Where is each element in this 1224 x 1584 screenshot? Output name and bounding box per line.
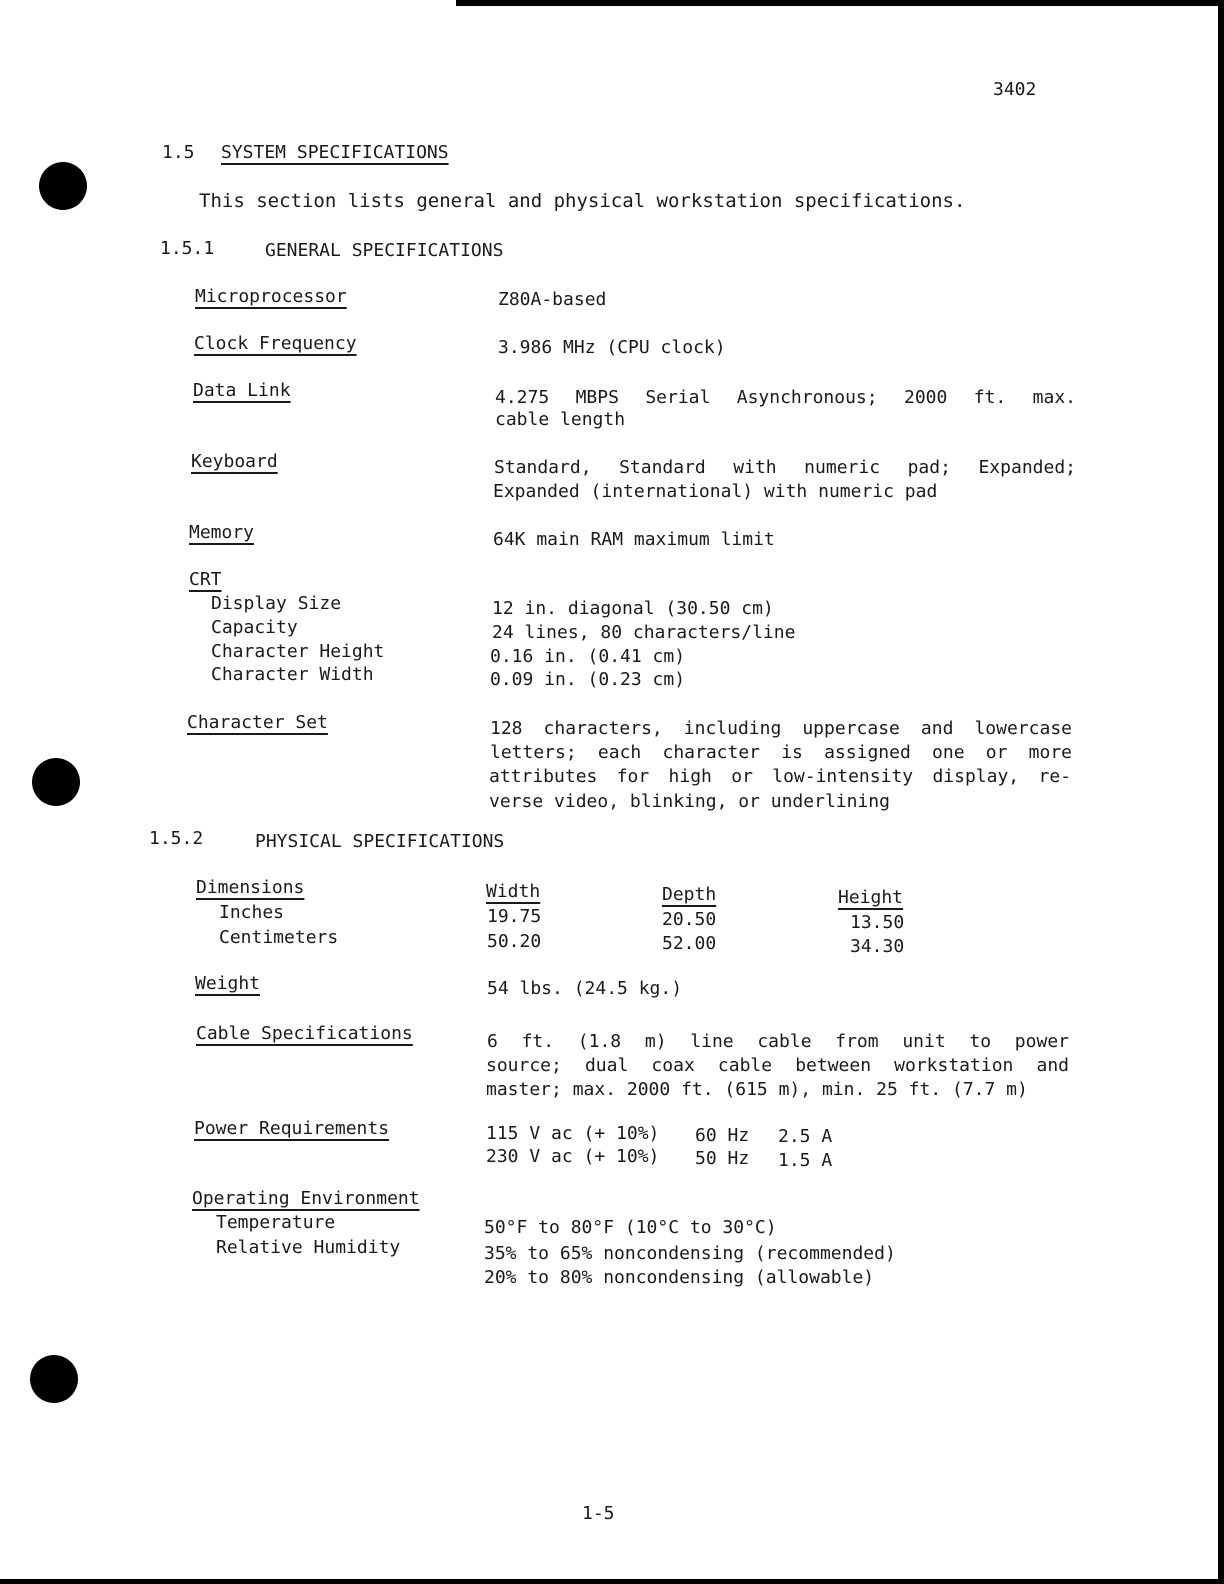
dimensions-inches-depth: 20.50 [662,909,717,930]
scan-edge-bottom [0,1579,1224,1584]
keyboard-label: Keyboard [191,451,278,472]
section-title: SYSTEM SPECIFICATIONS [221,142,449,163]
document-number: 3402 [993,79,1037,100]
power-230-voltage: 230 V ac (+ 10%) [486,1146,660,1167]
dimensions-inches-height: 13.50 [850,912,905,933]
crt-capacity-label: Capacity [211,617,298,638]
power-115-current: 2.5 A [778,1126,833,1147]
charset-line-3: attributes for high or low-intensity display, re- [489,766,1071,787]
dimensions-inches-width: 19.75 [487,906,542,927]
humidity-label: Relative Humidity [216,1237,401,1258]
clock-value: 3.986 MHz (CPU clock) [498,337,726,358]
crt-char-width-value: 0.09 in. (0.23 cm) [490,669,686,690]
clock-label: Clock Frequency [194,333,357,354]
data-link-label: Data Link [193,380,291,401]
power-230-current: 1.5 A [778,1150,833,1171]
dimensions-cm-width: 50.20 [487,931,542,952]
microprocessor-label: Microprocessor [195,286,347,307]
keyboard-line-1: Standard, Standard with numeric pad; Expanded; [494,457,1076,478]
scan-edge-top [456,0,1224,6]
dimensions-cm-height: 34.30 [850,936,905,957]
power-230-frequency: 50 Hz [695,1148,750,1169]
dimensions-header-depth: Depth [662,884,717,905]
charset-line-1: 128 characters, including uppercase and lowercase [490,718,1072,739]
punch-hole-bottom [30,1355,78,1403]
general-number: 1.5.1 [160,238,215,259]
cable-line-3: master; max. 2000 ft. (615 m), min. 25 ft. (7.7 m) [486,1079,1028,1100]
physical-number: 1.5.2 [149,828,204,849]
section-number: 1.5 [162,142,195,163]
memory-value: 64K main RAM maximum limit [493,529,775,550]
environment-label: Operating Environment [192,1188,420,1209]
dimensions-cm-depth: 52.00 [662,933,717,954]
page-number: 1-5 [582,1503,615,1524]
temperature-value: 50°F to 80°F (10°C to 30°C) [484,1217,777,1238]
microprocessor-value: Z80A-based [498,289,607,310]
crt-char-height-value: 0.16 in. (0.41 cm) [490,646,686,667]
memory-label: Memory [189,522,255,543]
data-link-line-2: cable length [495,409,626,430]
punch-hole-top [39,162,87,210]
power-115-frequency: 60 Hz [695,1125,750,1146]
scan-edge-right [1218,0,1224,1584]
section-intro: This section lists general and physical workstation specifications. [199,190,966,212]
charset-label: Character Set [187,712,328,733]
cable-line-1: 6 ft. (1.8 m) line cable from unit to power [487,1031,1069,1052]
dimensions-inches-label: Inches [219,902,285,923]
crt-capacity-value: 24 lines, 80 characters/line [492,622,796,643]
crt-display-size-value: 12 in. diagonal (30.50 cm) [492,598,774,619]
crt-char-height-label: Character Height [211,641,385,662]
weight-label: Weight [195,973,261,994]
charset-line-2: letters; each character is assigned one or more [490,742,1072,763]
weight-value: 54 lbs. (24.5 kg.) [487,978,683,999]
crt-display-size-label: Display Size [211,593,342,614]
humidity-value-allowable: 20% to 80% noncondensing (allowable) [484,1267,875,1288]
dimensions-cm-label: Centimeters [219,927,339,948]
data-link-line-1: 4.275 MBPS Serial Asynchronous; 2000 ft. max. [495,387,1076,408]
cable-label: Cable Specifications [196,1023,413,1044]
keyboard-line-2: Expanded (international) with numeric pad [493,481,938,502]
charset-line-4: verse video, blinking, or underlining [489,791,890,812]
dimensions-label: Dimensions [196,877,305,898]
power-115-voltage: 115 V ac (+ 10%) [486,1123,660,1144]
crt-char-width-label: Character Width [211,664,374,685]
physical-title: PHYSICAL SPECIFICATIONS [255,831,505,852]
dimensions-header-width: Width [486,881,541,902]
general-title: GENERAL SPECIFICATIONS [265,240,504,261]
humidity-value-recommended: 35% to 65% noncondensing (recommended) [484,1243,896,1264]
dimensions-header-height: Height [838,887,904,908]
cable-line-2: source; dual coax cable between workstation and [486,1055,1069,1076]
punch-hole-middle [32,758,80,806]
crt-label: CRT [189,569,222,590]
temperature-label: Temperature [216,1212,336,1233]
power-label: Power Requirements [194,1118,390,1139]
